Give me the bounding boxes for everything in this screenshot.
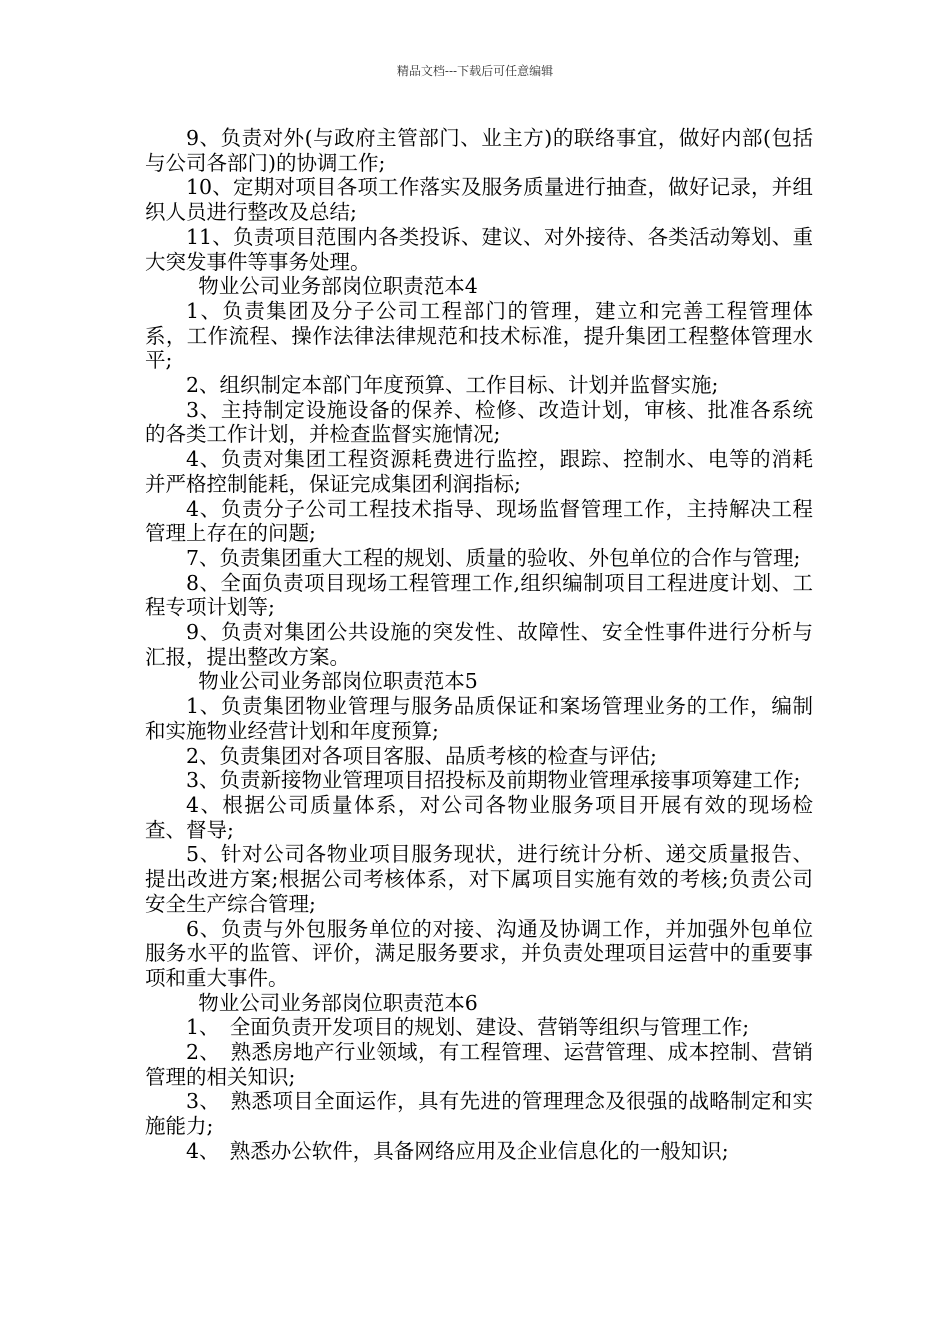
section-heading: 物业公司业务部岗位职责范本4 — [198, 274, 478, 299]
paragraph: 2、 熟悉房地产行业领域，有工程管理、运营管理、成本控制、营销管理的相关知识; — [145, 1040, 813, 1089]
paragraph: 2、负责集团对各项目客服、品质考核的检查与评估; — [186, 743, 657, 768]
paragraph: 6、负责与外包服务单位的对接、沟通及协调工作，并加强外包单位服务水平的监管、评价，满足服务要求，并负责处理项目运营中的重要事项和重大事件。 — [145, 916, 813, 990]
paragraph: 4、负责对集团工程资源耗费进行监控，跟踪、控制水、电等的消耗并严格控制能耗，保证完成集团利润指标; — [145, 447, 813, 496]
page-header: 精品文档---下载后可任意编辑 — [396, 64, 554, 78]
paragraph: 3、负责新接物业管理项目招投标及前期物业管理承接事项筹建工作; — [186, 768, 801, 793]
paragraph: 4、负责分子公司工程技术指导、现场监督管理工作，主持解决工程管理上存在的问题; — [145, 496, 813, 546]
paragraph: 2、组织制定本部门年度预算、工作目标、计划并监督实施; — [186, 373, 719, 398]
document-body — [145, 126, 813, 1164]
paragraph: 5、针对公司各物业项目服务现状，进行统计分析、递交质量报告、提出改进方案;根据公司考核体系，对下属项目实施有效的考核;负责公司安全生产综合管理; — [145, 842, 813, 916]
paragraph: 3、 熟悉项目全面运作，具有先进的管理理念及很强的战略制定和实施能力; — [145, 1089, 813, 1139]
paragraph: 7、负责集团重大工程的规划、质量的验收、外包单位的合作与管理; — [186, 545, 801, 570]
paragraph: 4、 熟悉办公软件，具备网络应用及企业信息化的一般知识; — [186, 1138, 729, 1163]
paragraph: 8、全面负责项目现场工程管理工作,组织编制项目工程进度计划、工程专项计划等; — [145, 570, 813, 620]
paragraph: 11、负责项目范围内各类投诉、建议、对外接待、各类活动筹划、重大突发事件等事务处理。 — [145, 224, 813, 274]
section-heading: 物业公司业务部岗位职责范本6 — [198, 990, 478, 1015]
paragraph: 10、定期对项目各项工作落实及服务质量进行抽查，做好记录，并组织人员进行整改及总结; — [145, 175, 813, 225]
paragraph: 1、负责集团及分子公司工程部门的管理，建立和完善工程管理体系，工作流程、操作法律法律规范和技术标准，提升集团工程整体管理水平; — [145, 298, 813, 373]
paragraph: 1、负责集团物业管理与服务品质保证和案场管理业务的工作，编制和实施物业经营计划和年度预算; — [145, 694, 813, 743]
section-heading: 物业公司业务部岗位职责范本5 — [198, 669, 478, 694]
paragraph: 9、负责对集团公共设施的突发性、故障性、安全性事件进行分析与汇报，提出整改方案。 — [145, 620, 813, 669]
paragraph: 9、负责对外(与政府主管部门、业主方)的联络事宜，做好内部(包括与公司各部门)的协调工作; — [145, 126, 813, 175]
paragraph: 4、根据公司质量体系，对公司各物业服务项目开展有效的现场检查、督导; — [145, 792, 813, 842]
paragraph: 3、主持制定设施设备的保养、检修、改造计划，审核、批准各系统的各类工作计划，并检查监督实施情况; — [145, 397, 813, 447]
paragraph: 1、 全面负责开发项目的规划、建设、营销等组织与管理工作; — [186, 1015, 750, 1040]
